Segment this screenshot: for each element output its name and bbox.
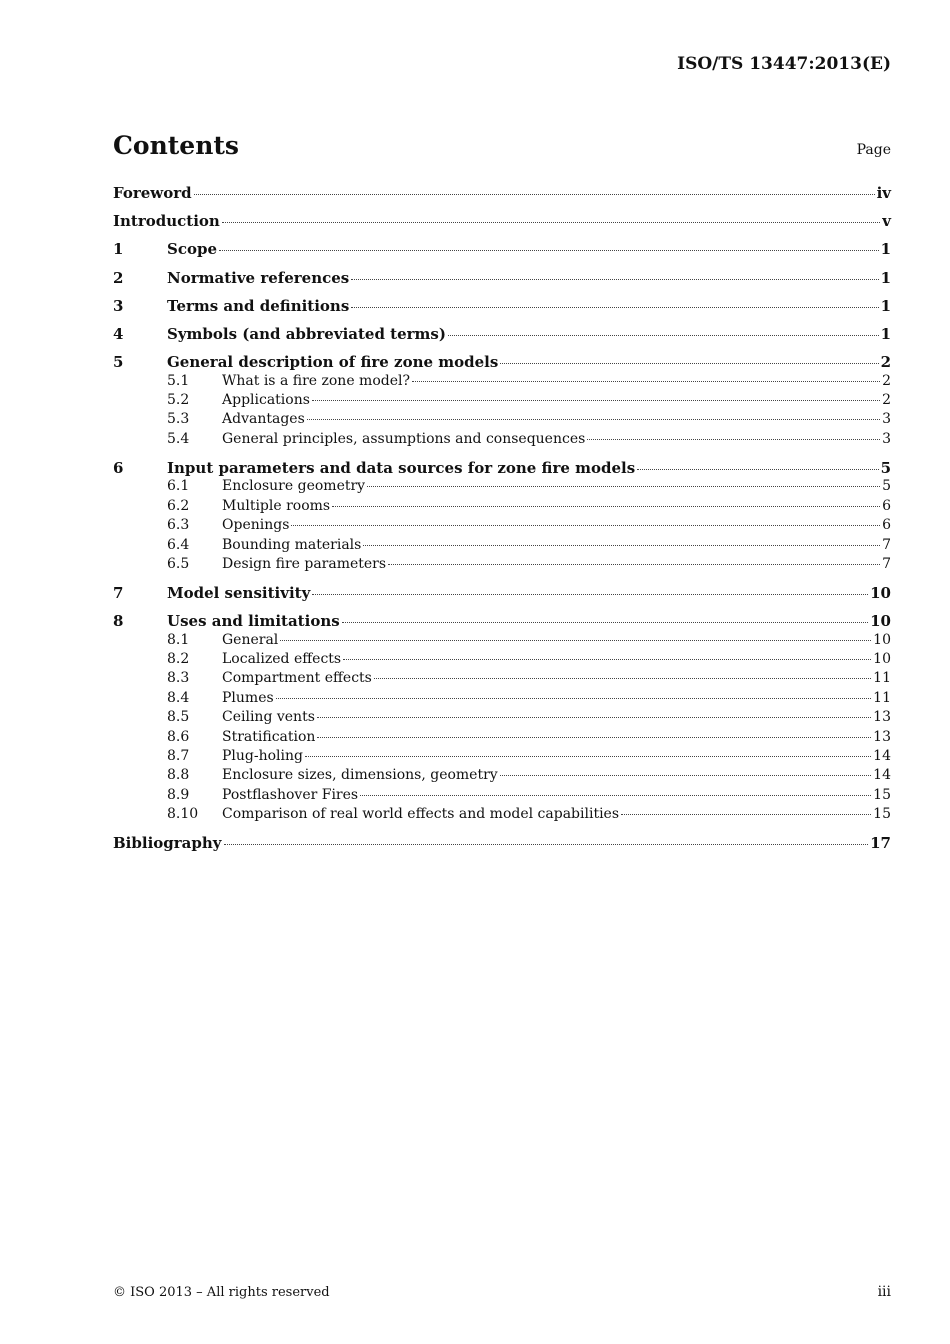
toc-entry-label: Foreword bbox=[113, 184, 192, 202]
toc-entry-number: 8.3 bbox=[167, 670, 190, 687]
page-title: Contents bbox=[113, 131, 240, 160]
toc-entry-number: 2 bbox=[113, 268, 124, 287]
toc-entry-page: 10 bbox=[873, 651, 891, 668]
dot-leader bbox=[291, 525, 880, 526]
toc-entry-number: 6 bbox=[113, 458, 124, 477]
toc-entry-page: 10 bbox=[870, 612, 891, 631]
toc-entry-page: 2 bbox=[882, 392, 891, 409]
toc-entry-label: Input parameters and data sources for zone fire models bbox=[167, 458, 636, 477]
toc-entry[interactable] bbox=[113, 353, 891, 373]
toc-entry-page: v bbox=[882, 212, 891, 231]
dot-leader bbox=[367, 486, 880, 487]
toc-entry-page: 5 bbox=[882, 478, 891, 495]
toc-entry-page: 13 bbox=[873, 728, 891, 745]
toc-entry-number: 7 bbox=[113, 584, 124, 603]
toc-entry-label: Localized effects bbox=[222, 651, 342, 668]
toc-entry-number: 8.7 bbox=[167, 748, 190, 765]
toc-subentry[interactable] bbox=[113, 556, 891, 575]
dot-leader bbox=[388, 564, 880, 565]
dot-leader bbox=[276, 698, 872, 699]
dot-leader bbox=[317, 717, 871, 718]
dot-leader bbox=[342, 622, 868, 623]
toc-entry-number: 1 bbox=[113, 240, 124, 259]
toc-entry-label: Comparison of real world effects and model capabilities bbox=[222, 806, 620, 823]
toc-entry-number: 5.1 bbox=[167, 372, 190, 389]
page-number: iii bbox=[877, 1284, 891, 1300]
toc-entry-page: 1 bbox=[880, 268, 891, 287]
toc-entry-number: 8.1 bbox=[167, 631, 190, 648]
toc-entry-page: 2 bbox=[882, 372, 891, 389]
toc-subentry[interactable] bbox=[113, 632, 891, 651]
toc-entry-number: 5.4 bbox=[167, 430, 190, 447]
dot-leader bbox=[312, 400, 880, 401]
toc-entry-label: Uses and limitations bbox=[167, 612, 340, 631]
toc-subentry[interactable] bbox=[113, 748, 891, 767]
toc-entry-label: Enclosure sizes, dimensions, geometry bbox=[222, 767, 498, 784]
dot-leader bbox=[194, 194, 875, 195]
toc-entry-number: 5 bbox=[113, 353, 124, 372]
dot-leader bbox=[363, 545, 880, 546]
toc-entry-number: 5.3 bbox=[167, 411, 190, 428]
toc-entry-label: Advantages bbox=[222, 411, 305, 428]
toc-entry-label: Terms and definitions bbox=[167, 296, 350, 315]
dot-leader bbox=[307, 419, 880, 420]
toc-entry-page: 15 bbox=[873, 806, 891, 823]
toc-entry-label: Postflashover Fires bbox=[222, 786, 359, 803]
toc-subentry[interactable] bbox=[113, 537, 891, 556]
dot-leader bbox=[280, 640, 871, 641]
toc-entry-number: 6.4 bbox=[167, 536, 190, 553]
toc-entry-number: 3 bbox=[113, 296, 124, 315]
toc-subentry[interactable] bbox=[113, 690, 891, 709]
dot-leader bbox=[500, 363, 878, 364]
toc-entry[interactable] bbox=[113, 834, 891, 854]
toc-entry-number: 8.4 bbox=[167, 689, 190, 706]
toc-subentry[interactable] bbox=[113, 709, 891, 728]
dot-leader bbox=[219, 250, 879, 251]
dot-leader bbox=[332, 506, 880, 507]
toc-entry-label: Design fire parameters bbox=[222, 555, 387, 572]
toc-entry-page: 17 bbox=[870, 834, 891, 853]
toc-entry-page: 10 bbox=[870, 584, 891, 603]
dot-leader bbox=[360, 795, 871, 796]
toc-entry-page: 5 bbox=[880, 458, 891, 477]
document-id: ISO/TS 13447:2013(E) bbox=[677, 54, 891, 74]
toc-entry-page: 14 bbox=[873, 748, 891, 765]
page-column-label: Page bbox=[856, 142, 891, 158]
toc-entry-page: 7 bbox=[882, 555, 891, 572]
dot-leader bbox=[351, 307, 878, 308]
toc-entry-label: Symbols (and abbreviated terms) bbox=[167, 324, 446, 343]
toc-entry-page: 15 bbox=[873, 786, 891, 803]
toc-entry-label: General description of fire zone models bbox=[167, 353, 499, 372]
toc-entry-page: 6 bbox=[882, 497, 891, 514]
toc-entry-number: 6.2 bbox=[167, 497, 190, 514]
toc-entry-label: What is a fire zone model? bbox=[222, 372, 410, 389]
toc-subentry[interactable] bbox=[113, 787, 891, 806]
toc-entry-number: 8.6 bbox=[167, 728, 190, 745]
toc-entry-page: 13 bbox=[873, 709, 891, 726]
toc-entry-label: Ceiling vents bbox=[222, 709, 315, 726]
toc-entry-page: 1 bbox=[880, 240, 891, 259]
toc-entry-page: 10 bbox=[873, 631, 891, 648]
toc-entry-page: 11 bbox=[873, 670, 891, 687]
toc-entry-label: Model sensitivity bbox=[167, 584, 311, 603]
toc-subentry[interactable] bbox=[113, 411, 891, 430]
toc-entry-label: Introduction bbox=[113, 212, 220, 231]
toc-entry-number: 8.9 bbox=[167, 786, 190, 803]
dot-leader bbox=[305, 756, 871, 757]
toc-entry[interactable] bbox=[113, 269, 891, 289]
toc-subentry[interactable] bbox=[113, 767, 891, 786]
toc-entry-number: 8.10 bbox=[167, 806, 199, 823]
toc-entry-label: Compartment effects bbox=[222, 670, 372, 687]
toc-entry-number: 5.2 bbox=[167, 392, 190, 409]
toc-entry-number: 8.2 bbox=[167, 651, 190, 668]
toc-entry[interactable] bbox=[113, 212, 891, 232]
dot-leader bbox=[351, 279, 878, 280]
toc-entry-page: 1 bbox=[880, 296, 891, 315]
toc-entry-label: General principles, assumptions and consequences bbox=[222, 430, 586, 447]
toc-subentry[interactable] bbox=[113, 651, 891, 670]
toc-entry[interactable] bbox=[113, 459, 891, 479]
copyright-notice: © ISO 2013 – All rights reserved bbox=[113, 1285, 330, 1300]
toc-entry-label: Openings bbox=[222, 517, 290, 534]
toc-subentry[interactable] bbox=[113, 392, 891, 411]
dot-leader bbox=[374, 678, 871, 679]
toc-entry-page: 1 bbox=[880, 324, 891, 343]
toc-subentry[interactable] bbox=[113, 517, 891, 536]
toc-entry-label: Enclosure geometry bbox=[222, 478, 366, 495]
toc-entry-number: 8.8 bbox=[167, 767, 190, 784]
toc-entry-label: Multiple rooms bbox=[222, 497, 331, 514]
toc-subentry[interactable] bbox=[113, 478, 891, 497]
dot-leader bbox=[312, 594, 868, 595]
toc-entry[interactable] bbox=[113, 240, 891, 260]
toc-entry-label: Stratification bbox=[222, 728, 316, 745]
toc-entry-label: Plug-holing bbox=[222, 748, 303, 765]
dot-leader bbox=[412, 381, 880, 382]
toc-subentry[interactable] bbox=[113, 729, 891, 748]
toc-subentry[interactable] bbox=[113, 373, 891, 392]
toc-entry-number: 6.1 bbox=[167, 478, 190, 495]
toc-subentry[interactable] bbox=[113, 431, 891, 450]
dot-leader bbox=[621, 814, 871, 815]
toc-entry-page: 3 bbox=[882, 430, 891, 447]
dot-leader bbox=[500, 775, 871, 776]
toc-entry-page: iv bbox=[876, 184, 891, 202]
toc-entry-number: 6.3 bbox=[167, 517, 190, 534]
toc-entry[interactable] bbox=[113, 325, 891, 345]
toc-entry-label: Applications bbox=[222, 392, 310, 409]
toc-entry-label: Normative references bbox=[167, 268, 350, 287]
toc-entry-page: 2 bbox=[880, 353, 891, 372]
dot-leader bbox=[343, 659, 871, 660]
table-of-contents bbox=[113, 184, 891, 854]
dot-leader bbox=[317, 737, 871, 738]
toc-entry-page: 11 bbox=[873, 689, 891, 706]
toc-entry-label: Bounding materials bbox=[222, 536, 362, 553]
toc-subentry[interactable] bbox=[113, 670, 891, 689]
toc-entry-page: 6 bbox=[882, 517, 891, 534]
dot-leader bbox=[224, 844, 869, 845]
toc-entry-label: Scope bbox=[167, 240, 218, 259]
toc-entry[interactable] bbox=[113, 184, 891, 204]
dot-leader bbox=[448, 335, 879, 336]
toc-entry-label: Plumes bbox=[222, 689, 274, 706]
toc-entry-number: 4 bbox=[113, 324, 124, 343]
toc-entry[interactable] bbox=[113, 297, 891, 317]
toc-entry-label: Bibliography bbox=[113, 834, 222, 853]
toc-entry[interactable] bbox=[113, 584, 891, 604]
toc-entry-label: General bbox=[222, 631, 279, 648]
toc-entry-number: 8.5 bbox=[167, 709, 190, 726]
dot-leader bbox=[587, 439, 880, 440]
dot-leader bbox=[222, 222, 880, 223]
toc-entry-page: 7 bbox=[882, 536, 891, 553]
toc-entry[interactable] bbox=[113, 612, 891, 632]
toc-entry-page: 3 bbox=[882, 411, 891, 428]
toc-entry-page: 14 bbox=[873, 767, 891, 784]
toc-subentry[interactable] bbox=[113, 498, 891, 517]
toc-entry-number: 8 bbox=[113, 612, 124, 631]
toc-entry-number: 6.5 bbox=[167, 555, 190, 572]
toc-subentry[interactable] bbox=[113, 806, 891, 825]
dot-leader bbox=[637, 469, 878, 470]
